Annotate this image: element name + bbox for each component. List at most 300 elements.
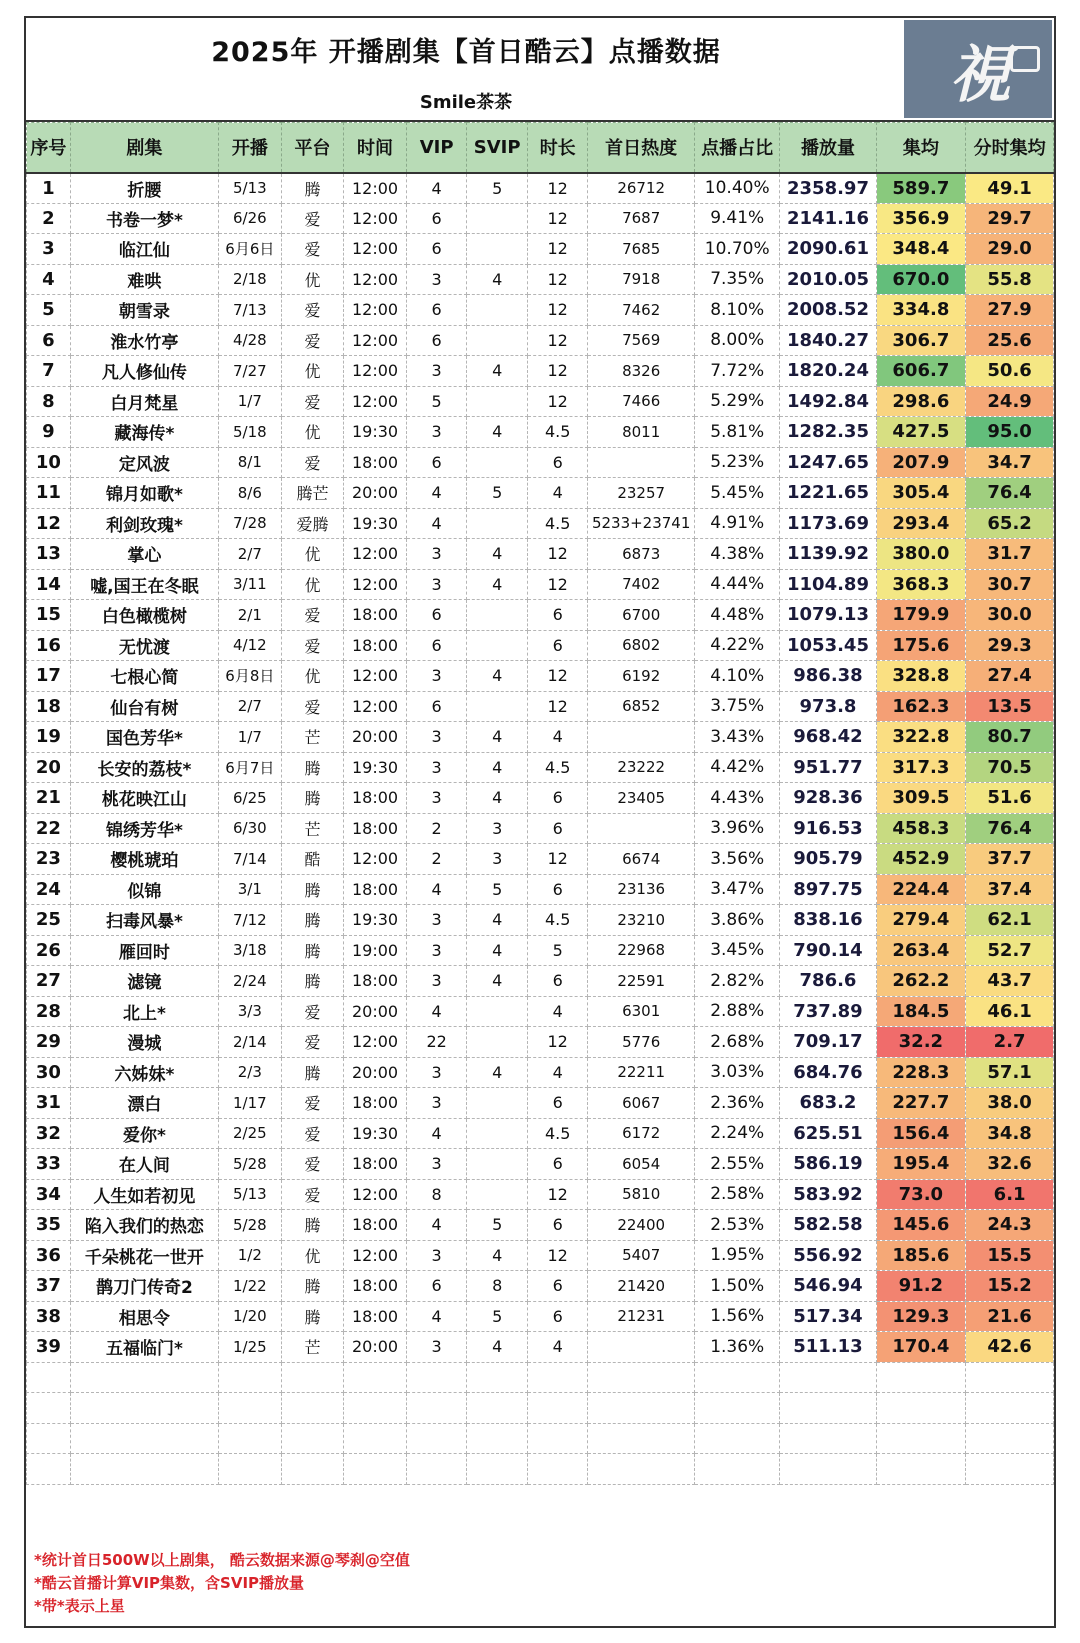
cell-name: 白色橄榄树 [70, 600, 218, 631]
cell-idx: 8 [27, 386, 71, 417]
cell-date: 5/28 [219, 1149, 282, 1180]
table-header-row [27, 123, 1054, 173]
cell-svip [467, 691, 528, 722]
cell-heat: 7918 [588, 264, 694, 295]
cell-vip: 3 [406, 783, 467, 814]
cell-name: 桃花映江山 [70, 783, 218, 814]
cell-idx: 25 [27, 905, 71, 936]
cell-ratio: 7.35% [694, 264, 780, 295]
cell-time: 12:00 [344, 844, 407, 875]
cell-tavg: 6.1 [966, 1179, 1054, 1210]
cell-tavg: 37.7 [966, 844, 1054, 875]
cell-vip: 4 [406, 173, 467, 204]
cell-date: 6/26 [219, 203, 282, 234]
cell-tavg: 55.8 [966, 264, 1054, 295]
cell-platform: 优 [281, 417, 344, 448]
table-row [27, 234, 1054, 265]
cell-views: 556.92 [780, 1240, 876, 1271]
cell-len: 6 [527, 1149, 588, 1180]
empty-cell [281, 1454, 344, 1485]
cell-vip: 2 [406, 813, 467, 844]
sheet-header [26, 18, 1054, 122]
cell-len: 12 [527, 691, 588, 722]
column-header[interactable]: 序号 [27, 123, 71, 173]
column-header[interactable]: 平台 [281, 123, 344, 173]
cell-len: 6 [527, 630, 588, 661]
cell-svip [467, 1179, 528, 1210]
cell-time: 12:00 [344, 569, 407, 600]
column-header[interactable]: 分时集均 [966, 123, 1054, 173]
empty-cell [467, 1393, 528, 1424]
cell-ratio: 2.58% [694, 1179, 780, 1210]
cell-time: 20:00 [344, 722, 407, 753]
cell-time: 12:00 [344, 203, 407, 234]
cell-len: 6 [527, 783, 588, 814]
cell-avg: 317.3 [876, 752, 966, 783]
cell-len: 12 [527, 539, 588, 570]
table-row [27, 508, 1054, 539]
cell-svip: 4 [467, 1240, 528, 1271]
table-row [27, 1149, 1054, 1180]
column-header[interactable]: 开播 [219, 123, 282, 173]
cell-platform: 爱 [281, 1179, 344, 1210]
cell-len: 6 [527, 447, 588, 478]
cell-date: 3/18 [219, 935, 282, 966]
cell-views: 928.36 [780, 783, 876, 814]
table-row [27, 1057, 1054, 1088]
cell-heat: 6054 [588, 1149, 694, 1180]
cell-date: 2/3 [219, 1057, 282, 1088]
cell-svip: 5 [467, 173, 528, 204]
cell-name: 临江仙 [70, 234, 218, 265]
cell-platform: 爱 [281, 447, 344, 478]
table-row [27, 661, 1054, 692]
cell-vip: 3 [406, 722, 467, 753]
cell-platform: 腾 [281, 966, 344, 997]
cell-time: 12:00 [344, 539, 407, 570]
cell-views: 897.75 [780, 874, 876, 905]
cell-vip: 3 [406, 935, 467, 966]
cell-views: 951.77 [780, 752, 876, 783]
table-row [27, 1179, 1054, 1210]
cell-vip: 6 [406, 325, 467, 356]
cell-ratio: 3.75% [694, 691, 780, 722]
table-row [27, 691, 1054, 722]
table-row [27, 173, 1054, 204]
cell-svip [467, 1149, 528, 1180]
cell-tavg: 52.7 [966, 935, 1054, 966]
tv-icon [1010, 46, 1040, 72]
cell-tavg: 50.6 [966, 356, 1054, 387]
cell-len: 4.5 [527, 508, 588, 539]
cell-len: 4 [527, 996, 588, 1027]
footnote: *带*表示上星 [34, 1597, 125, 1615]
cell-len: 12 [527, 173, 588, 204]
empty-cell [70, 1423, 218, 1454]
cell-avg: 368.3 [876, 569, 966, 600]
cell-time: 20:00 [344, 478, 407, 509]
cell-ratio: 2.24% [694, 1118, 780, 1149]
cell-vip: 3 [406, 1149, 467, 1180]
cell-time: 19:30 [344, 752, 407, 783]
cell-idx: 5 [27, 295, 71, 326]
cell-ratio: 9.41% [694, 203, 780, 234]
cell-vip: 8 [406, 1179, 467, 1210]
table-row [27, 844, 1054, 875]
cell-date: 8/6 [219, 478, 282, 509]
empty-cell [966, 1393, 1054, 1424]
cell-time: 19:30 [344, 508, 407, 539]
cell-heat: 21420 [588, 1271, 694, 1302]
cell-tavg: 25.6 [966, 325, 1054, 356]
cell-platform: 酷 [281, 844, 344, 875]
cell-idx: 31 [27, 1088, 71, 1119]
cell-len: 12 [527, 1179, 588, 1210]
cell-tavg: 24.3 [966, 1210, 1054, 1241]
data-sheet [24, 16, 1056, 1628]
cell-date: 3/1 [219, 874, 282, 905]
cell-tavg: 80.7 [966, 722, 1054, 753]
cell-len: 4 [527, 1332, 588, 1363]
empty-cell [281, 1362, 344, 1393]
cell-platform: 优 [281, 264, 344, 295]
column-header[interactable]: 剧集 [70, 123, 218, 173]
cell-vip: 3 [406, 905, 467, 936]
empty-cell [588, 1362, 694, 1393]
cell-name: 樱桃琥珀 [70, 844, 218, 875]
cell-vip: 4 [406, 1118, 467, 1149]
cell-tavg: 24.9 [966, 386, 1054, 417]
cell-idx: 36 [27, 1240, 71, 1271]
cell-svip: 4 [467, 905, 528, 936]
cell-platform: 芒 [281, 722, 344, 753]
cell-platform: 芒 [281, 1332, 344, 1363]
cell-tavg: 27.4 [966, 661, 1054, 692]
cell-len: 4 [527, 722, 588, 753]
cell-avg: 305.4 [876, 478, 966, 509]
cell-name: 凡人修仙传 [70, 356, 218, 387]
cell-idx: 29 [27, 1027, 71, 1058]
cell-avg: 279.4 [876, 905, 966, 936]
cell-views: 683.2 [780, 1088, 876, 1119]
cell-avg: 170.4 [876, 1332, 966, 1363]
cell-len: 12 [527, 569, 588, 600]
cell-platform: 爱 [281, 1149, 344, 1180]
cell-date: 6月6日 [219, 234, 282, 265]
cell-time: 12:00 [344, 1027, 407, 1058]
cell-views: 583.92 [780, 1179, 876, 1210]
cell-svip: 5 [467, 1210, 528, 1241]
cell-views: 790.14 [780, 935, 876, 966]
cell-views: 1492.84 [780, 386, 876, 417]
cell-time: 18:00 [344, 813, 407, 844]
table-row [27, 539, 1054, 570]
cell-svip: 4 [467, 966, 528, 997]
column-header[interactable]: 点播占比 [694, 123, 780, 173]
cell-platform: 爱 [281, 691, 344, 722]
cell-time: 18:00 [344, 874, 407, 905]
cell-len: 12 [527, 1240, 588, 1271]
empty-cell [406, 1362, 467, 1393]
cell-idx: 20 [27, 752, 71, 783]
cell-svip: 4 [467, 539, 528, 570]
cell-tavg: 76.4 [966, 478, 1054, 509]
empty-cell [467, 1423, 528, 1454]
table-row [27, 1027, 1054, 1058]
cell-date: 1/7 [219, 722, 282, 753]
cell-name: 漂白 [70, 1088, 218, 1119]
cell-tavg: 37.4 [966, 874, 1054, 905]
cell-ratio: 3.96% [694, 813, 780, 844]
cell-time: 19:30 [344, 417, 407, 448]
cell-idx: 23 [27, 844, 71, 875]
empty-cell [27, 1454, 71, 1485]
cell-vip: 3 [406, 1057, 467, 1088]
cell-vip: 6 [406, 295, 467, 326]
cell-time: 18:00 [344, 1149, 407, 1180]
cell-views: 2010.05 [780, 264, 876, 295]
cell-tavg: 34.7 [966, 447, 1054, 478]
cell-vip: 6 [406, 630, 467, 661]
cell-views: 625.51 [780, 1118, 876, 1149]
cell-name: 七根心简 [70, 661, 218, 692]
cell-len: 12 [527, 264, 588, 295]
cell-ratio: 4.43% [694, 783, 780, 814]
cell-avg: 195.4 [876, 1149, 966, 1180]
cell-views: 517.34 [780, 1301, 876, 1332]
table-body [27, 173, 1054, 1485]
cell-ratio: 10.40% [694, 173, 780, 204]
table-row [27, 1240, 1054, 1271]
cell-time: 12:00 [344, 691, 407, 722]
column-header[interactable]: SVIP [467, 123, 528, 173]
cell-avg: 322.8 [876, 722, 966, 753]
cell-idx: 7 [27, 356, 71, 387]
cell-views: 2141.16 [780, 203, 876, 234]
cell-vip: 4 [406, 1301, 467, 1332]
cell-views: 586.19 [780, 1149, 876, 1180]
empty-cell [219, 1454, 282, 1485]
cell-tavg: 32.6 [966, 1149, 1054, 1180]
cell-platform: 爱 [281, 234, 344, 265]
cell-time: 18:00 [344, 1271, 407, 1302]
cell-name: 掌心 [70, 539, 218, 570]
cell-len: 6 [527, 874, 588, 905]
cell-tavg: 29.3 [966, 630, 1054, 661]
cell-time: 12:00 [344, 295, 407, 326]
empty-row [27, 1454, 1054, 1485]
cell-svip: 4 [467, 783, 528, 814]
cell-name: 仙台有树 [70, 691, 218, 722]
cell-time: 12:00 [344, 264, 407, 295]
cell-name: 锦月如歌* [70, 478, 218, 509]
cell-heat: 7462 [588, 295, 694, 326]
cell-date: 6月8日 [219, 661, 282, 692]
cell-idx: 12 [27, 508, 71, 539]
cell-time: 12:00 [344, 661, 407, 692]
cell-len: 4.5 [527, 905, 588, 936]
cell-avg: 293.4 [876, 508, 966, 539]
cell-idx: 16 [27, 630, 71, 661]
cell-vip: 3 [406, 569, 467, 600]
cell-vip: 4 [406, 996, 467, 1027]
cell-heat [588, 1332, 694, 1363]
cell-tavg: 51.6 [966, 783, 1054, 814]
cell-heat: 7466 [588, 386, 694, 417]
cell-heat: 6802 [588, 630, 694, 661]
cell-views: 1139.92 [780, 539, 876, 570]
empty-cell [467, 1362, 528, 1393]
cell-heat: 7685 [588, 234, 694, 265]
cell-date: 5/13 [219, 173, 282, 204]
cell-svip [467, 325, 528, 356]
cell-idx: 15 [27, 600, 71, 631]
cell-views: 916.53 [780, 813, 876, 844]
column-header[interactable]: 集均 [876, 123, 966, 173]
cell-date: 4/28 [219, 325, 282, 356]
cell-idx: 19 [27, 722, 71, 753]
cell-heat: 21231 [588, 1301, 694, 1332]
cell-name: 书卷一梦* [70, 203, 218, 234]
table-row [27, 966, 1054, 997]
cell-idx: 24 [27, 874, 71, 905]
cell-idx: 13 [27, 539, 71, 570]
empty-cell [219, 1423, 282, 1454]
empty-cell [27, 1362, 71, 1393]
cell-views: 838.16 [780, 905, 876, 936]
table-row [27, 203, 1054, 234]
table-row [27, 600, 1054, 631]
cell-heat: 23405 [588, 783, 694, 814]
cell-name: 长安的荔枝* [70, 752, 218, 783]
cell-len: 6 [527, 1210, 588, 1241]
cell-heat: 7569 [588, 325, 694, 356]
table-row [27, 722, 1054, 753]
cell-views: 546.94 [780, 1271, 876, 1302]
table-row [27, 630, 1054, 661]
cell-idx: 6 [27, 325, 71, 356]
cell-vip: 3 [406, 264, 467, 295]
empty-cell [780, 1454, 876, 1485]
cell-avg: 306.7 [876, 325, 966, 356]
cell-idx: 9 [27, 417, 71, 448]
cell-views: 582.58 [780, 1210, 876, 1241]
cell-platform: 腾 [281, 905, 344, 936]
cell-idx: 21 [27, 783, 71, 814]
cell-avg: 298.6 [876, 386, 966, 417]
cell-name: 淮水竹亭 [70, 325, 218, 356]
cell-date: 1/22 [219, 1271, 282, 1302]
ratings-table [26, 122, 1054, 1485]
cell-time: 12:00 [344, 325, 407, 356]
cell-idx: 26 [27, 935, 71, 966]
column-header[interactable]: 时长 [527, 123, 588, 173]
table-row [27, 386, 1054, 417]
cell-platform: 芒 [281, 813, 344, 844]
empty-cell [694, 1362, 780, 1393]
cell-ratio: 2.55% [694, 1149, 780, 1180]
cell-tavg: 38.0 [966, 1088, 1054, 1119]
cell-tavg: 42.6 [966, 1332, 1054, 1363]
cell-name: 定风波 [70, 447, 218, 478]
cell-avg: 427.5 [876, 417, 966, 448]
cell-ratio: 4.22% [694, 630, 780, 661]
table-row [27, 1210, 1054, 1241]
cell-ratio: 2.82% [694, 966, 780, 997]
table-row [27, 874, 1054, 905]
table-row [27, 752, 1054, 783]
cell-platform: 爱 [281, 295, 344, 326]
cell-date: 1/2 [219, 1240, 282, 1271]
cell-len: 12 [527, 661, 588, 692]
cell-idx: 32 [27, 1118, 71, 1149]
column-header[interactable]: 播放量 [780, 123, 876, 173]
cell-ratio: 5.45% [694, 478, 780, 509]
cell-heat: 23257 [588, 478, 694, 509]
cell-svip: 4 [467, 1332, 528, 1363]
cell-svip [467, 508, 528, 539]
cell-tavg: 46.1 [966, 996, 1054, 1027]
cell-avg: 224.4 [876, 874, 966, 905]
cell-platform: 优 [281, 569, 344, 600]
cell-svip [467, 386, 528, 417]
cell-ratio: 3.86% [694, 905, 780, 936]
cell-svip: 4 [467, 935, 528, 966]
column-header[interactable]: 时间 [344, 123, 407, 173]
cell-name: 似锦 [70, 874, 218, 905]
empty-cell [527, 1362, 588, 1393]
cell-date: 2/18 [219, 264, 282, 295]
cell-tavg: 30.7 [966, 569, 1054, 600]
cell-avg: 380.0 [876, 539, 966, 570]
empty-cell [694, 1423, 780, 1454]
cell-svip: 4 [467, 661, 528, 692]
column-header[interactable]: VIP [406, 123, 467, 173]
cell-vip: 4 [406, 508, 467, 539]
cell-views: 2008.52 [780, 295, 876, 326]
empty-row [27, 1393, 1054, 1424]
footnote: *统计首日500W以上剧集， 酷云数据来源@琴刹@空值 [34, 1551, 410, 1569]
cell-platform: 腾 [281, 1301, 344, 1332]
cell-views: 1247.65 [780, 447, 876, 478]
cell-views: 986.38 [780, 661, 876, 692]
cell-ratio: 5.81% [694, 417, 780, 448]
cell-name: 在人间 [70, 1149, 218, 1180]
cell-idx: 22 [27, 813, 71, 844]
cell-svip: 5 [467, 1301, 528, 1332]
cell-ratio: 3.43% [694, 722, 780, 753]
cell-heat: 8011 [588, 417, 694, 448]
cell-time: 12:00 [344, 173, 407, 204]
cell-svip: 4 [467, 1057, 528, 1088]
cell-ratio: 4.10% [694, 661, 780, 692]
cell-avg: 207.9 [876, 447, 966, 478]
cell-len: 12 [527, 325, 588, 356]
cell-name: 雁回时 [70, 935, 218, 966]
cell-avg: 184.5 [876, 996, 966, 1027]
cell-avg: 32.2 [876, 1027, 966, 1058]
cell-idx: 27 [27, 966, 71, 997]
column-header[interactable]: 首日热度 [588, 123, 694, 173]
cell-vip: 22 [406, 1027, 467, 1058]
cell-avg: 262.2 [876, 966, 966, 997]
cell-idx: 11 [27, 478, 71, 509]
cell-avg: 670.0 [876, 264, 966, 295]
empty-cell [966, 1454, 1054, 1485]
table-row [27, 1271, 1054, 1302]
cell-views: 1104.89 [780, 569, 876, 600]
cell-name: 五福临门* [70, 1332, 218, 1363]
